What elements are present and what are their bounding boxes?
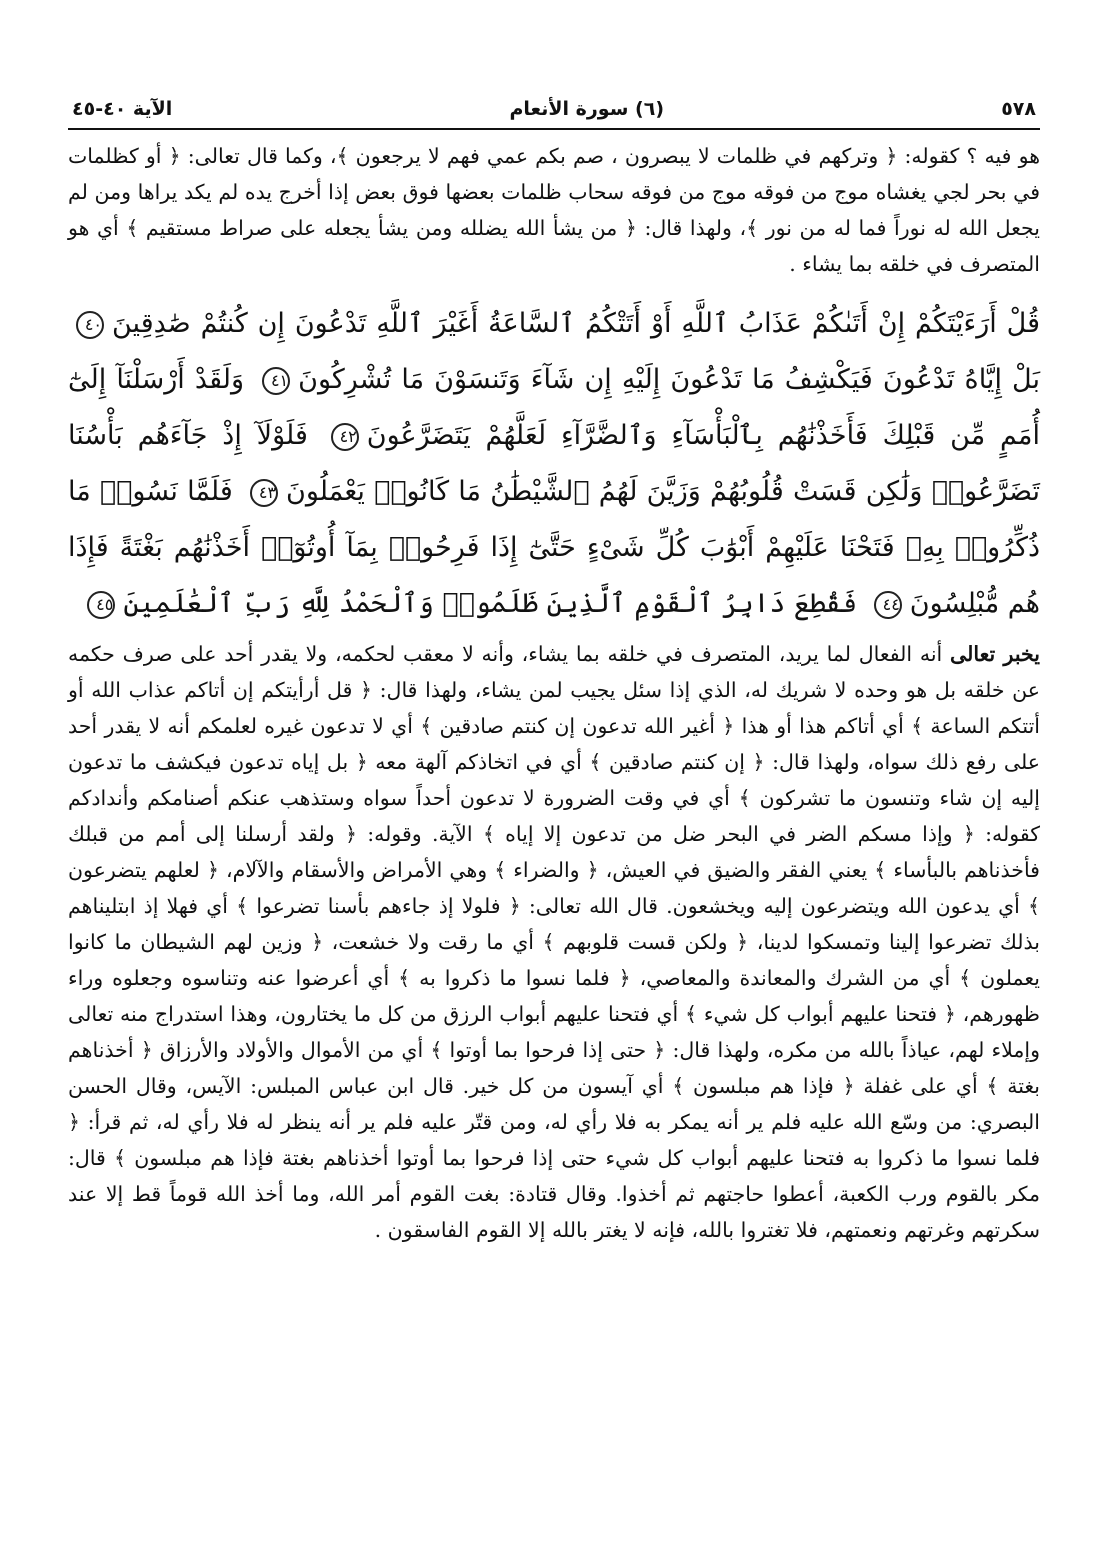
verse-text: فَقُطِعَ دَابِرُ ٱلْقَوْمِ ٱلَّذِينَ ظَلَمُوا۟ وَٱلْحَمْدُ لِلَّهِ رَبِّ ٱلْعَٰلَمِينَ bbox=[123, 588, 858, 619]
verse-text: فَلَوْلَآ إِذْ جَآءَهُم بَأْسُنَا تَضَرَّعُوا۟ وَلَٰكِن قَسَتْ قُلُوبُهُمْ وَزَيَّنَ لَهُمُ ٱلشَّيْطَٰنُ مَا كَانُوا۟ يَعْمَلُونَ bbox=[68, 420, 1040, 507]
ayah-range: الآية ٤٠-٤٥ bbox=[72, 98, 173, 120]
surah-title: (٦) سورة الأنعام bbox=[509, 98, 664, 120]
quran-verses bbox=[68, 296, 1040, 632]
verse-number-marker: ٤٤ bbox=[874, 591, 902, 619]
page-number: ٥٧٨ bbox=[1001, 98, 1036, 120]
page-header bbox=[68, 98, 1040, 130]
verse-text: فَلَمَّا نَسُوا۟ مَا ذُكِّرُوا۟ بِهِۦ فَتَحْنَا عَلَيْهِمْ أَبْوَٰبَ كُلِّ شَىْءٍ حَتَّىٰٓ إِذَا فَرِحُوا۟ بِمَآ أُوتُوٓا۟ أَخَذْنَٰهُم بَغْتَةً فَإِذَا هُم مُّبْلِسُونَ bbox=[68, 476, 1040, 619]
verse-number-marker: ٤٥ bbox=[87, 591, 115, 619]
verse-number-marker: ٤٢ bbox=[331, 423, 359, 451]
verse-number-marker: ٤٣ bbox=[250, 479, 278, 507]
verse-text: بَلْ إِيَّاهُ تَدْعُونَ فَيَكْشِفُ مَا تَدْعُونَ إِلَيْهِ إِن شَآءَ وَتَنسَوْنَ مَا تُشْرِكُونَ bbox=[298, 364, 1041, 395]
page bbox=[68, 98, 1040, 1248]
verse-text: وَلَقَدْ أَرْسَلْنَآ إِلَىٰٓ أُمَمٍ مِّن قَبْلِكَ فَأَخَذْنَٰهُم بِٱلْبَأْسَآءِ وَٱلضَّرَّآءِ لَعَلَّهُمْ يَتَضَرَّعُونَ bbox=[68, 364, 1040, 451]
commentary-paragraph bbox=[68, 636, 1040, 1248]
verse-number-marker: ٤١ bbox=[262, 367, 290, 395]
intro-paragraph: هو فيه ؟ كقوله: ﴿ وتركهم في ظلمات لا يبصرون ، صم بكم عمي فهم لا يرجعون ﴾، وكما قال تعالى: ﴿ أو كظلمات في بحر لجي يغشاه موج من فوقه موج من فوقه سحاب ظلمات بعضها فوق بعض إذا أخرج يده لم يكد يراها ومن لم يجعل الله له نوراً فما له من نور ﴾، ولهذا قال: ﴿ من يشأ الله يضلله ومن يشأ يجعله على صراط مستقيم ﴾ أي هو المتصرف في خلقه بما يشاء . bbox=[68, 144, 1040, 276]
verse-text: قُلْ أَرَءَيْتَكُمْ إِنْ أَتَىٰكُمْ عَذَابُ ٱللَّهِ أَوْ أَتَتْكُمُ ٱلسَّاعَةُ أَغَيْرَ ٱللَّهِ تَدْعُونَ إِن كُنتُمْ صَٰدِقِينَ bbox=[112, 308, 1040, 339]
commentary-body: أنه الفعال لما يريد، المتصرف في خلقه بما يشاء، وأنه لا معقب لحكمه، ولا يقدر أحد على صرف حكمه عن خلقه بل هو وحده لا شريك له، الذي إذا سئل يجيب لمن يشاء، ولهذا قال: ﴿ قل أرأيتكم إن أتاكم عذاب الله أو أتتكم الساعة ﴾ أي أتاكم هذا أو هذا ﴿ أغير الله تدعون إن كنتم صادقين ﴾ أي لا تدعون غيره لعلمكم أنه لا يقدر أحد على رفع ذلك سواه، ولهذا قال: ﴿ إن كنتم صادقين ﴾ أي في اتخاذكم آلهة معه ﴿ بل إياه تدعون فيكشف ما تدعون إليه إن شاء وتنسون ما تشركون ﴾ أي في وقت الضرورة لا تدعون أحداً سواه وستذهب عنكم أصنامكم وأندادكم كقوله: ﴿ وإذا مسكم الضر في البحر ضل من تدعون إلا إياه ﴾ الآية. وقوله: ﴿ ولقد أرسلنا إلى أمم من قبلك فأخذناهم بالبأساء ﴾ يعني الفقر والضيق في العيش، ﴿ والضراء ﴾ وهي الأمراض والأسقام والآلام، ﴿ لعلهم يتضرعون ﴾ أي يدعون الله ويتضرعون إليه ويخشعون. قال الله تعالى: ﴿ فلولا إذ جاءهم بأسنا تضرعوا ﴾ أي فهلا إذ ابتليناهم بذلك تضرعوا إلينا وتمسكوا لدينا، ﴿ ولكن قست قلوبهم ﴾ أي ما رقت ولا خشعت، ﴿ وزين لهم الشيطان ما كانوا يعملون ﴾ أي من الشرك والمعاندة والمعاصي، ﴿ فلما نسوا ما ذكروا به ﴾ أي أعرضوا عنه وتناسوه وجعلوه وراء ظهورهم، ﴿ فتحنا عليهم أبواب كل شيء ﴾ أي فتحنا عليهم أبواب الرزق من كل ما يختارون، وهذا استدراج منه تعالى وإملاء لهم، عياذاً بالله من مكره، ولهذا قال: ﴿ حتى إذا فرحوا بما أوتوا ﴾ أي من الأموال والأولاد والأرزاق ﴿ أخذناهم بغتة ﴾ أي على غفلة ﴿ فإذا هم مبلسون ﴾ أي آيسون من كل خير. قال ابن عباس المبلس: الآيس، وقال الحسن البصري: من وسّع الله عليه فلم ير أنه يمكر به فلا رأي له، ومن قتّر عليه فلم ير أنه ينظر له فلا رأي له، ثم قرأ: ﴿ فلما نسوا ما ذكروا به فتحنا عليهم أبواب كل شيء حتى إذا فرحوا بما أوتوا أخذناهم بغتة فإذا هم مبلسون ﴾ قال: مكر بالقوم ورب الكعبة، أعطوا حاجتهم ثم أخذوا. وقال قتادة: بغت القوم أمر الله، وما أخذ الله قوماً قط إلا عند سكرتهم وغرتهم ونعمتهم، فلا تغتروا بالله، فإنه لا يغتر بالله إلا القوم الفاسقون . bbox=[68, 642, 1040, 1242]
verse-number-marker: ٤٠ bbox=[76, 311, 104, 339]
commentary-lead: يخبر تعالى bbox=[950, 642, 1040, 666]
